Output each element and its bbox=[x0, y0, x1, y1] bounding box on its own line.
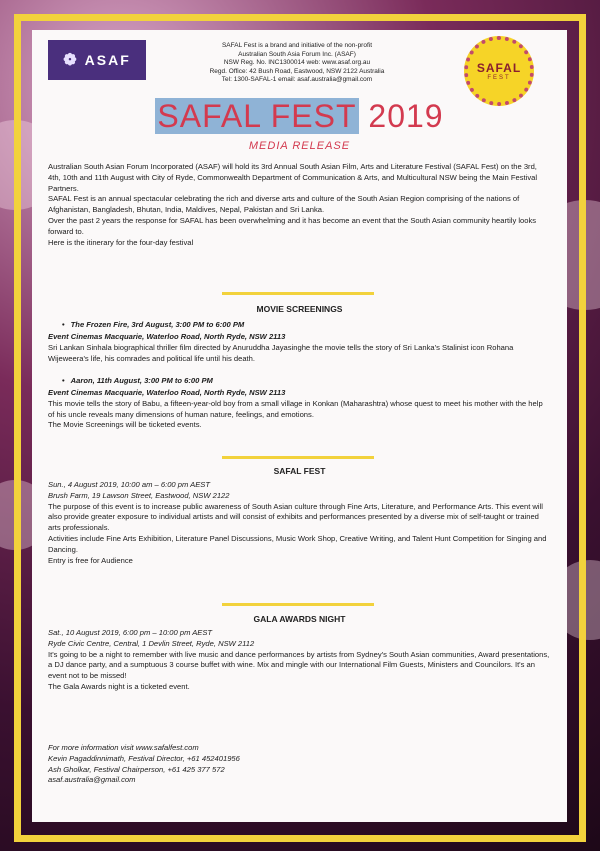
info-line: Australian South Asia Forum Inc. (ASAF) bbox=[238, 50, 356, 58]
intro-paragraph: Over the past 2 years the response for SAFAL has been overwhelming and it has become an event that the South Asian community heartily looks forward to. bbox=[48, 215, 537, 236]
info-line: Tel: 1300-SAFAL-1 email: asaf.australia@gmail.com bbox=[221, 76, 373, 84]
safal-fest-logo bbox=[464, 36, 534, 106]
lotus-icon: ❁ bbox=[63, 52, 79, 69]
event-venue: Ryde Civic Centre, Central, 1 Devlin Street, Ryde, NSW 2112 bbox=[48, 638, 255, 648]
movie-item-title: • Aaron, 11th August, 3:00 PM to 6:00 PM bbox=[62, 376, 213, 385]
event-entry: Entry is free for Audience bbox=[48, 555, 133, 565]
movie-description: This movie tells the story of Babu, a fifteen-year-old boy from a small village in Konkan (Maharashtra) whose quest to meet his mother with the help of his uncle reveals many dimensions of human nature, feelings, and emotions. bbox=[48, 398, 543, 419]
info-line: NSW Reg. No. INC1300014 web: www.asaf.org.au bbox=[223, 59, 371, 67]
contact-section bbox=[48, 743, 551, 786]
movie-item-2 bbox=[48, 388, 551, 431]
asaf-logo bbox=[48, 40, 146, 80]
intro-paragraph: Here is the itinerary for the four-day festival bbox=[48, 237, 194, 247]
contact-line: Ash Gholkar, Festival Chairperson, +61 425 377 572 bbox=[48, 764, 225, 774]
event-activities: Activities include Fine Arts Exhibition, Literature Panel Discussions, Music Work Shop, Creative Writing, and Talent Hunt Competition for Singing and Dancing. bbox=[48, 533, 547, 554]
info-line: SAFAL Fest is a brand and initiative of the non-profit bbox=[221, 42, 373, 49]
intro-paragraph: Australian South Asian Forum Incorporated (ASAF) will hold its 3rd Annual South Asian Film, Arts and Literature Festival (SAFAL Fest) on the 3rd, 4th, 10th and 11th August with City of Ryde, Commonwealth Department of Communication & Arts, and Multicultural NSW being the Main Festival Partners. bbox=[48, 162, 538, 193]
safal-section bbox=[48, 480, 551, 566]
contact-line: For more information visit www.safalfest.com bbox=[48, 743, 199, 752]
movie-venue: Event Cinemas Macquarie, Waterloo Road, North Ryde, NSW 2113 bbox=[48, 332, 286, 341]
asaf-logo-text: ASAF bbox=[84, 52, 131, 68]
section-heading-movies: MOVIE SCREENINGS bbox=[256, 304, 343, 314]
event-date: Sun., 4 August 2019, 10:00 am – 6:00 pm AEST bbox=[48, 480, 210, 489]
media-release-page bbox=[32, 30, 567, 822]
movie-item-1 bbox=[48, 332, 551, 364]
movie-item-title: • The Frozen Fire, 3rd August, 3:00 PM to 6:00 PM bbox=[62, 320, 244, 329]
title-part2: 2019 bbox=[358, 98, 444, 134]
organisation-info bbox=[182, 42, 412, 85]
page-subtitle: MEDIA RELEASE bbox=[248, 140, 351, 152]
divider bbox=[222, 456, 374, 459]
safal-logo-sub: FEST bbox=[487, 75, 511, 81]
event-description: The purpose of this event is to increase public awareness of South Asian culture through Fine Arts, Literature, and Performance Arts. This event will also provide greater exposure to individual artists and will consist of exhibits and performances presented by a diverse mix of self-taught or trained arts professionals. bbox=[48, 501, 543, 533]
info-line: Regd. Office: 42 Bush Road, Eastwood, NSW 2122 Australia bbox=[209, 67, 385, 75]
intro-paragraph: SAFAL Fest is an annual spectacular celebrating the rich and diverse arts and culture of the South Asian Region comprising of the nations of Afghanistan, Bangladesh, Bhutan, India, Maldives, Nepal, Pakistan and Sri Lanka. bbox=[48, 194, 520, 215]
gala-section bbox=[48, 628, 551, 693]
movie-venue: Event Cinemas Macquarie, Waterloo Road, North Ryde, NSW 2113 bbox=[48, 388, 286, 397]
title-part1: SAFAL FEST bbox=[157, 98, 357, 134]
movie-description: Sri Lankan Sinhala biographical thriller film directed by Anuruddha Jayasinghe the movie tells the story of Sri Lanka's Stalinist icon Rohana Wijeweera's life, his comrades and political life until his death. bbox=[48, 342, 514, 363]
section-heading-safal: SAFAL FEST bbox=[273, 466, 326, 476]
event-date: Sat., 10 August 2019, 6:00 pm – 10:00 pm AEST bbox=[48, 628, 213, 637]
event-venue: Brush Farm, 19 Lawson Street, Eastwood, NSW 2122 bbox=[48, 490, 230, 500]
section-heading-gala: GALA AWARDS NIGHT bbox=[253, 614, 346, 624]
page-title bbox=[32, 98, 567, 135]
intro-section bbox=[48, 162, 551, 248]
safal-logo-text: SAFAL bbox=[476, 61, 522, 75]
contact-line: asaf.australia@gmail.com bbox=[48, 775, 136, 785]
divider bbox=[222, 292, 374, 295]
movie-note: The Movie Screenings will be ticketed events. bbox=[48, 420, 202, 430]
event-description: It's going to be a night to remember with live music and dance performances by artists from Sydney's South Asian communities, Award presentations, a DJ dance party, and a sumptuous 3 course buffet with wine. Mix and mingle with our International Film Guests, Ministers and Councilors. It's an event not to be missed! bbox=[48, 649, 550, 681]
divider bbox=[222, 603, 374, 606]
contact-line: Kevin Pagaddinnimath, Festival Director, +61 452401956 bbox=[48, 753, 240, 763]
event-note: The Gala Awards night is a ticketed event. bbox=[48, 681, 190, 691]
